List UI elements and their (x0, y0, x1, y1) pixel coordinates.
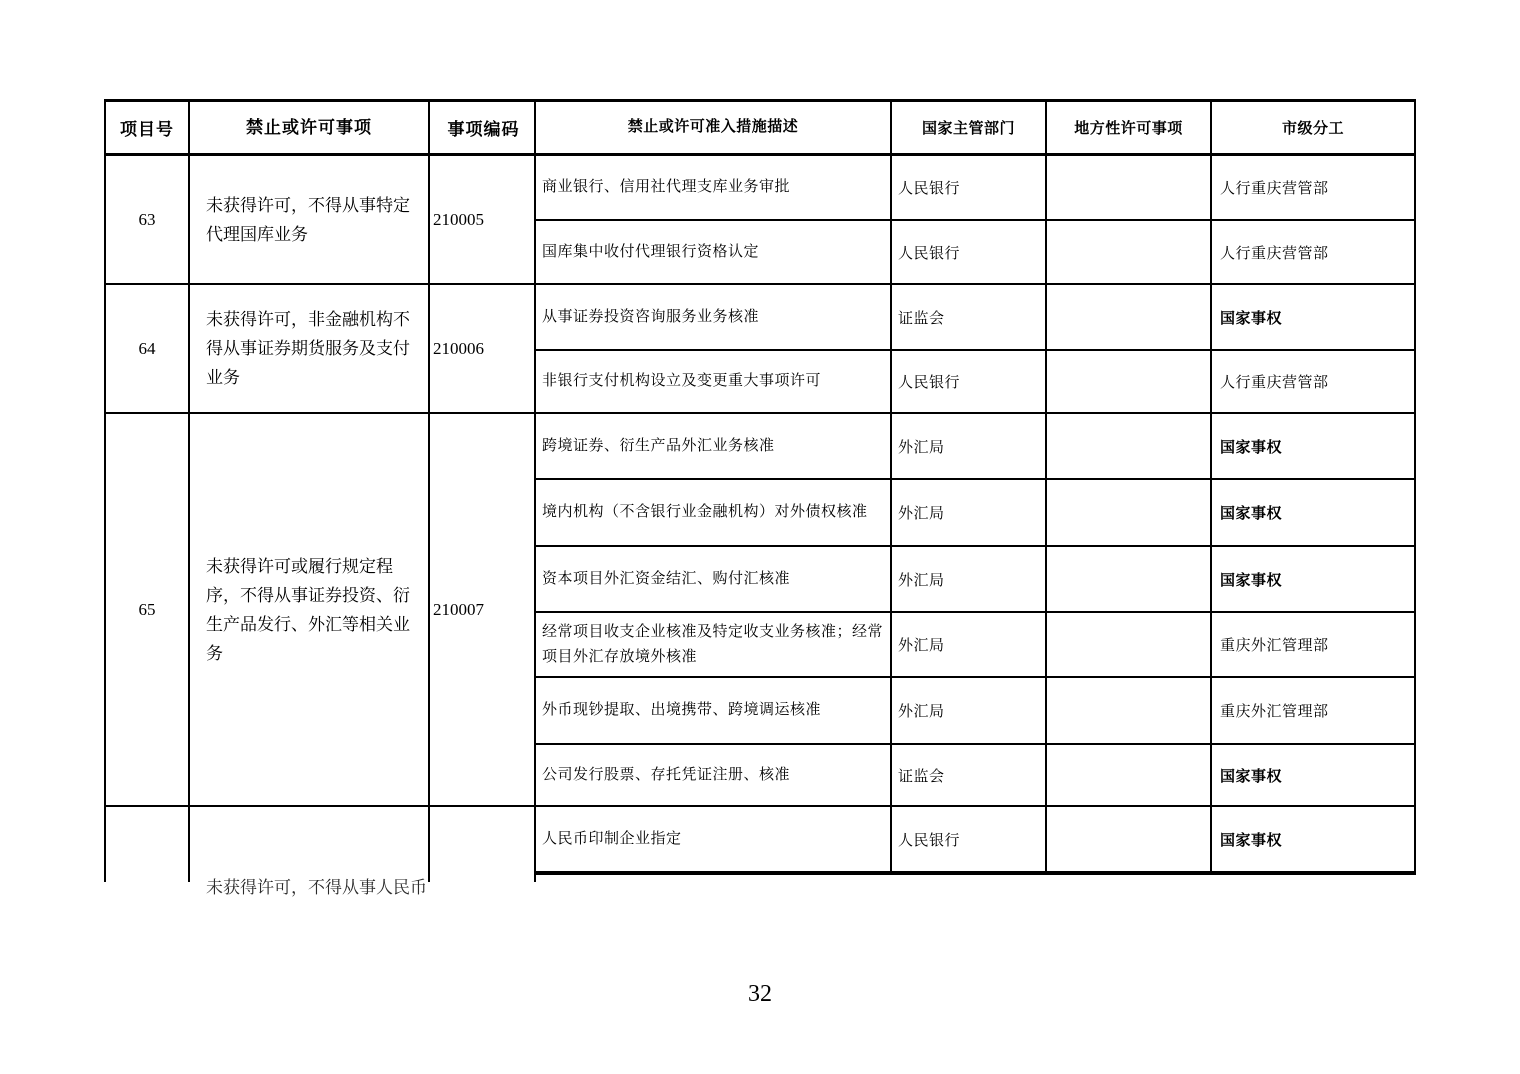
prohibition-permission-table (104, 99, 1416, 897)
measure-desc-cell: 资本项目外汇资金结汇、购付汇核准 (536, 547, 892, 611)
authority-cell: 外汇局 (892, 678, 1047, 743)
city-division-cell: 重庆外汇管理部 (1212, 613, 1416, 676)
local-permit-cell (1047, 351, 1212, 412)
local-permit-cell (1047, 613, 1212, 676)
item-no-cell: 63 (106, 156, 190, 283)
authority-cell: 人民银行 (892, 156, 1047, 219)
item-no-cell (106, 807, 190, 882)
item-no-cell: 64 (106, 285, 190, 412)
city-division-cell: 国家事权 (1212, 285, 1416, 349)
measure-row (536, 156, 1416, 221)
authority-cell: 外汇局 (892, 414, 1047, 478)
local-permit-cell (1047, 807, 1212, 871)
city-division-cell: 人行重庆营管部 (1212, 221, 1416, 283)
measure-row (536, 480, 1416, 547)
authority-cell: 证监会 (892, 745, 1047, 805)
measure-row (536, 285, 1416, 351)
measure-rows (536, 285, 1416, 412)
item-row (106, 285, 1416, 414)
city-division-cell: 人行重庆营管部 (1212, 156, 1416, 219)
item-desc-cell: 未获得许可，不得从事特定代理国库业务 (190, 156, 430, 283)
measure-row (536, 745, 1416, 805)
header-cell-national-authority: 国家主管部门 (892, 102, 1047, 153)
measure-desc-cell: 国库集中收付代理银行资格认定 (536, 221, 892, 283)
local-permit-cell (1047, 156, 1212, 219)
city-division-cell: 国家事权 (1212, 480, 1416, 545)
authority-cell: 人民银行 (892, 221, 1047, 283)
city-division-cell: 重庆外汇管理部 (1212, 678, 1416, 743)
local-permit-cell (1047, 745, 1212, 805)
authority-cell: 人民银行 (892, 351, 1047, 412)
item-code-cell: 210007 (430, 414, 536, 805)
city-division-cell: 国家事权 (1212, 547, 1416, 611)
item-desc-cell: 未获得许可或履行规定程序，不得从事证券投资、衍生产品发行、外汇等相关业务 (190, 414, 430, 805)
local-permit-cell (1047, 414, 1212, 478)
header-cell-measure-desc: 禁止或许可准入措施描述 (536, 102, 892, 153)
local-permit-cell (1047, 480, 1212, 545)
header-cell-item-code: 事项编码 (430, 102, 536, 153)
measure-desc-cell: 跨境证券、衍生产品外汇业务核准 (536, 414, 892, 478)
measure-desc-cell: 非银行支付机构设立及变更重大事项许可 (536, 351, 892, 412)
local-permit-cell (1047, 547, 1212, 611)
header-cell-item-matter: 禁止或许可事项 (190, 102, 430, 153)
authority-cell: 证监会 (892, 285, 1047, 349)
header-cell-local-permit: 地方性许可事项 (1047, 102, 1212, 153)
page-number: 32 (748, 981, 772, 1007)
item-row (106, 156, 1416, 285)
measure-desc-cell: 公司发行股票、存托凭证注册、核准 (536, 745, 892, 805)
item-code-cell: 210006 (430, 285, 536, 412)
measure-row (536, 547, 1416, 613)
measure-desc-cell: 境内机构（不含银行业金融机构）对外债权核准 (536, 480, 892, 545)
clipped-item-text: 未获得许可，不得从事人民币 (206, 878, 427, 897)
measure-row (536, 414, 1416, 480)
item-code-cell: 210005 (430, 156, 536, 283)
measure-row (536, 221, 1416, 283)
item-row (106, 414, 1416, 807)
measure-desc-cell: 经常项目收支企业核准及特定收支业务核准；经常项目外汇存放境外核准 (536, 613, 892, 676)
authority-cell: 外汇局 (892, 613, 1047, 676)
city-division-cell: 国家事权 (1212, 745, 1416, 805)
measure-desc-cell: 外币现钞提取、出境携带、跨境调运核准 (536, 678, 892, 743)
authority-cell: 外汇局 (892, 547, 1047, 611)
authority-cell: 外汇局 (892, 480, 1047, 545)
measure-desc-cell: 人民币印制企业指定 (536, 807, 892, 871)
item-desc-cell: 未获得许可，非金融机构不得从事证券期货服务及支付业务 (190, 285, 430, 412)
measure-row (536, 351, 1416, 412)
table-header-row (106, 102, 1416, 156)
measure-row (536, 613, 1416, 678)
city-division-cell: 国家事权 (1212, 807, 1416, 871)
city-division-cell: 国家事权 (1212, 414, 1416, 478)
authority-cell: 人民银行 (892, 807, 1047, 871)
local-permit-cell (1047, 678, 1212, 743)
local-permit-cell (1047, 285, 1212, 349)
measure-desc-cell: 商业银行、信用社代理支库业务审批 (536, 156, 892, 219)
measure-rows (536, 414, 1416, 805)
measure-row (536, 678, 1416, 745)
item-no-cell: 65 (106, 414, 190, 805)
city-division-cell: 人行重庆营管部 (1212, 351, 1416, 412)
local-permit-cell (1047, 221, 1212, 283)
item-desc-cell (190, 807, 430, 897)
measure-rows (536, 156, 1416, 283)
header-cell-city-division: 市级分工 (1212, 102, 1416, 153)
header-cell-item-no: 项目号 (106, 102, 190, 153)
measure-rows (536, 807, 1416, 882)
item-code-cell (430, 807, 536, 882)
measure-desc-cell: 从事证券投资咨询服务业务核准 (536, 285, 892, 349)
measure-row (536, 807, 1416, 875)
item-row (106, 807, 1416, 897)
